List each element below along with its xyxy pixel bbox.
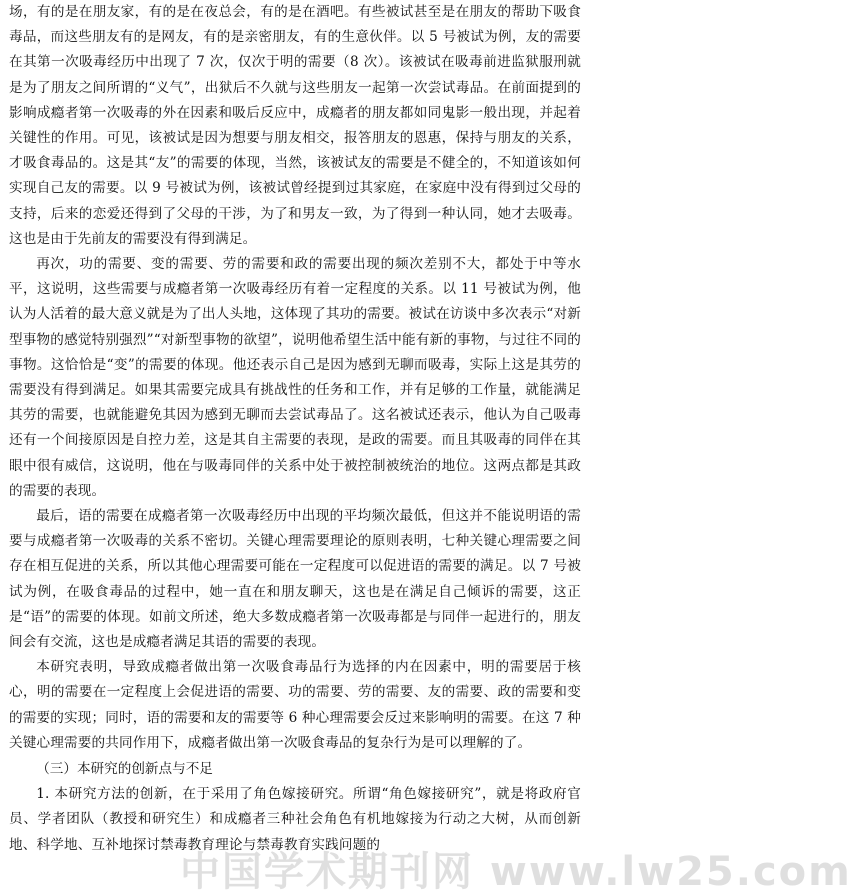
paragraph-friend-need: 场，有的是在朋友家，有的是在夜总会，有的是在酒吧。有些被试甚至是在朋友的帮助下吸食毒品，而这些朋友有的是网友，有的是亲密朋友，有的生意伙伴。以 5 号被试为例，友的需要在其第一次吸毒经历中出现了 7 次，仅次于明的需要（8 次）。该被试在吸毒前进监狱服刑就是为了朋友之间所谓的“义气”，出狱后不久就与这些朋友一起第一次尝试毒品。在前面提到的影响成瘾者第一次吸毒的外在因素和吸后反应中，成瘾者的朋友都如同鬼影一般出现，并起着关键性的作用。可见，该被试是因为想要与朋友相交，报答朋友的恩惠，保持与朋友的关系，才吸食毒品的。这是其“友”的需要的体现，当然，该被试友的需要是不健全的，不知道该如何实现自己友的需要。以 9 号被试为例，该被试曾经提到过其家庭，在家庭中没有得到过父母的支持，后来的恋爱还得到了父母的干涉，为了和男友一致，为了得到一种认同，她才去吸毒。这也是由于先前友的需要没有得到满足。 [9,4,581,247]
paragraph-other-needs: 再次，功的需要、变的需要、劳的需要和政的需要出现的频次差别不大，都处于中等水平，这说明，这些需要与成瘾者第一次吸毒经历有着一定程度的关系。以 11 号被试为例，他认为人活着的最大意义就是为了出人头地，这体现了其功的需要。被试在访谈中多次表示“对新型事物的感觉特别强烈”“对新型事物的欲望”，说明他希望生活中能有新的事物，与过往不同的事物。这恰恰是“变”的需要的体现。他还表示自己是因为感到无聊而吸毒，实际上这是其劳的需要没有得到满足。如果其需要完成具有挑战性的任务和工作，并有足够的工作量，就能满足其劳的需要，也就能避免其因为感到无聊而去尝试毒品了。这名被试还表示，他认为自己吸毒还有一个间接原因是自控力差，这是其自主需要的表现，是政的需要。而且其吸毒的同伴在其眼中很有威信，这说明，他在与吸毒同伴的关系中处于被控制被统治的地位。这两点都是其政的需要的表现。 [9,256,581,499]
paragraph-innovation: 1. 本研究方法的创新，在于采用了角色嫁接研究。所谓“角色嫁接研究”，就是将政府官员、学者团队（教授和研究生）和成瘾者三种社会角色有机地嫁接为行动之大树，从而创新地、科学地、互补地探讨禁毒教育理论与禁毒教育实践问题的 [9,786,581,853]
section-heading: （三）本研究的创新点与不足 [36,761,213,778]
paragraph-speech-need: 最后，语的需要在成瘾者第一次吸毒经历中出现的平均频次最低，但这并不能说明语的需要与成瘾者第一次吸毒的关系不密切。关键心理需要理论的原则表明，七种关键心理需要之间存在相互促进的关系，所以其他心理需要可能在一定程度可以促进语的需要的满足。以 7 号被试为例，在吸食毒品的过程中，她一直在和朋友聊天，这也是在满足自己倾诉的需要，这正是“语”的需要的体现。如前文所述，绝大多数成瘾者第一次吸毒都是与同伴一起进行的，朋友间会有交流，这也是成瘾者满足其语的需要的表现。 [9,508,581,651]
watermark: 中国学术期刊网 www.lw25.com [180,849,852,895]
paragraph-conclusion: 本研究表明，导致成瘾者做出第一次吸食毒品行为选择的内在因素中，明的需要居于核心，明的需要在一定程度上会促进语的需要、功的需要、劳的需要、友的需要、政的需要和变的需要的实现；同时，语的需要和友的需要等 6 种心理需要会反过来影响明的需要。在这 7 种关键心理需要的共同作用下，成瘾者做出第一次吸食毒品的复杂行为是可以理解的了。 [9,659,581,751]
